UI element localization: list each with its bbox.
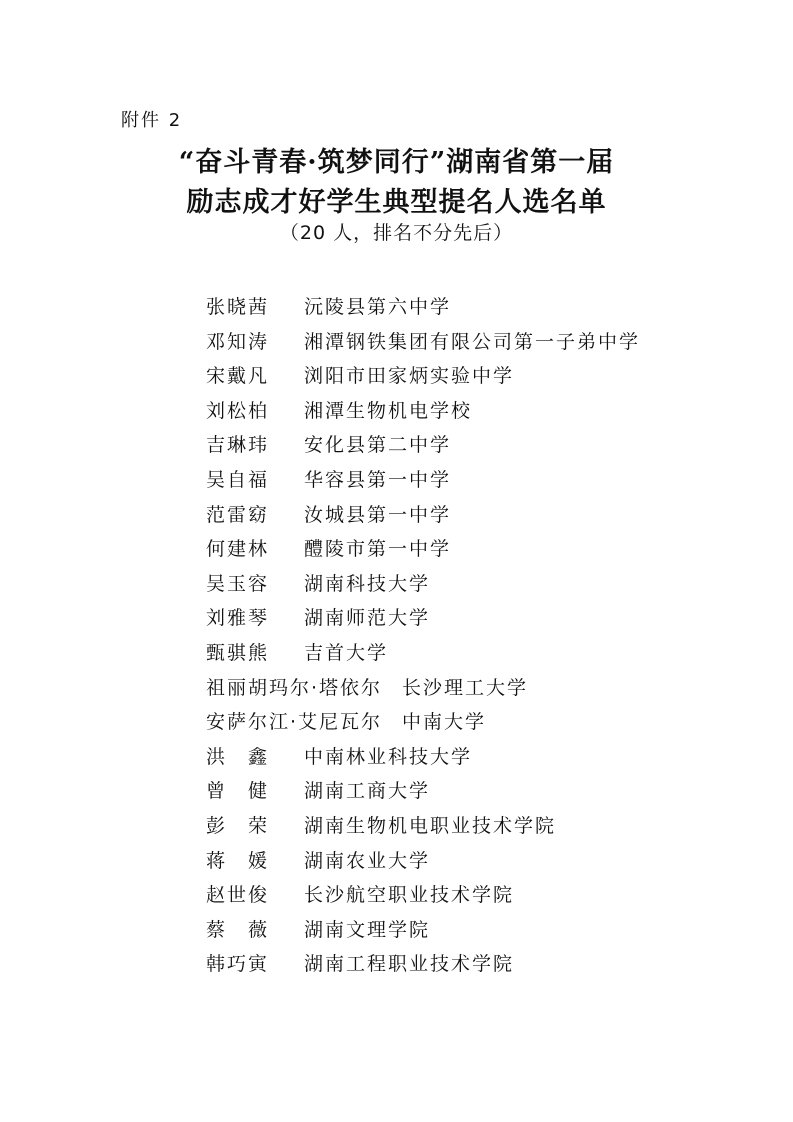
- nominee-row: [206, 811, 640, 846]
- nominee-school: 湖南科技大学: [304, 572, 431, 595]
- nominee-name: 洪 鑫: [206, 745, 270, 768]
- nominee-row: [206, 880, 640, 915]
- nominee-name: 韩巧寅: [206, 953, 270, 976]
- nominee-row: [206, 776, 640, 811]
- nominee-school: 安化县第二中学: [304, 434, 452, 457]
- nominee-row: [206, 465, 640, 500]
- nominee-name: 吉琳玮: [206, 434, 270, 457]
- nominee-school: 沅陵县第六中学: [304, 296, 452, 318]
- nominee-row: [206, 603, 640, 638]
- nominee-school: 湖南工程职业技术学院: [304, 953, 515, 976]
- nominee-row: [206, 707, 640, 742]
- nominee-row: [206, 327, 640, 362]
- nominee-row: [206, 638, 640, 673]
- nominee-school: 湖南农业大学: [304, 849, 431, 872]
- nominee-name: 甄骐熊: [206, 641, 270, 664]
- nominee-row: [206, 673, 640, 708]
- nominee-name: 祖丽胡玛尔·塔依尔: [206, 676, 383, 699]
- nominee-name: 蔡 薇: [206, 918, 270, 941]
- nominee-school: 中南林业科技大学: [304, 745, 473, 768]
- nominee-row: [206, 292, 640, 327]
- nominee-row: [206, 396, 640, 431]
- nominee-row: [206, 846, 640, 881]
- nominee-row: [206, 500, 640, 535]
- nominee-school: 浏阳市田家炳实验中学: [304, 365, 515, 388]
- nominee-school: 湖南工商大学: [304, 780, 431, 803]
- nominee-name: 宋戴凡: [206, 365, 270, 388]
- nominee-name: 彭 荣: [206, 814, 270, 837]
- nominee-school: 湘潭钢铁集团有限公司第一子弟中学: [304, 330, 641, 353]
- nominee-name: 吴自福: [206, 468, 270, 491]
- nominee-name: 安萨尔江·艾尼瓦尔: [206, 711, 383, 734]
- nominee-name: 蒋 媛: [206, 849, 270, 872]
- nominee-name: 范雷窈: [206, 503, 270, 526]
- nominee-school: 吉首大学: [304, 641, 389, 664]
- nominee-school: 长沙理工大学: [402, 676, 529, 699]
- attachment-label: 附件 2: [121, 110, 183, 131]
- nominee-name: 邓知涛: [206, 330, 270, 353]
- nominee-name: 刘雅琴: [206, 607, 270, 630]
- nominee-school: 长沙航空职业技术学院: [304, 884, 515, 907]
- nominee-name: 赵世俊: [206, 884, 270, 907]
- nominee-list: [206, 292, 640, 984]
- nominee-school: 醴陵市第一中学: [304, 538, 452, 561]
- nominee-row: [206, 949, 640, 984]
- nominee-school: 湖南生物机电职业技术学院: [304, 814, 557, 837]
- nominee-name: 张晓茜: [206, 296, 270, 318]
- nominee-row: [206, 742, 640, 777]
- nominee-row: [206, 534, 640, 569]
- nominee-row: [206, 430, 640, 465]
- nominee-row: [206, 569, 640, 604]
- document-title-line-1: “奋斗青春·筑梦同行”湖南省第一届: [178, 147, 615, 178]
- nominee-school: 汝城县第一中学: [304, 503, 452, 526]
- nominee-name: 吴玉容: [206, 572, 270, 595]
- nominee-school: 中南大学: [402, 711, 487, 734]
- nominee-name: 何建林: [206, 538, 270, 561]
- nominee-school: 湖南师范大学: [304, 607, 431, 630]
- nominee-school: 湘潭生物机电学校: [304, 399, 473, 422]
- document-subtitle: （20 人，排名不分先后）: [279, 222, 514, 244]
- nominee-row: [206, 915, 640, 950]
- document-title-line-2: 励志成才好学生典型提名人选名单: [186, 187, 607, 218]
- nominee-school: 湖南文理学院: [304, 918, 431, 941]
- nominee-name: 刘松柏: [206, 399, 270, 422]
- nominee-school: 华容县第一中学: [304, 468, 452, 491]
- nominee-name: 曾 健: [206, 780, 270, 803]
- nominee-row: [206, 361, 640, 396]
